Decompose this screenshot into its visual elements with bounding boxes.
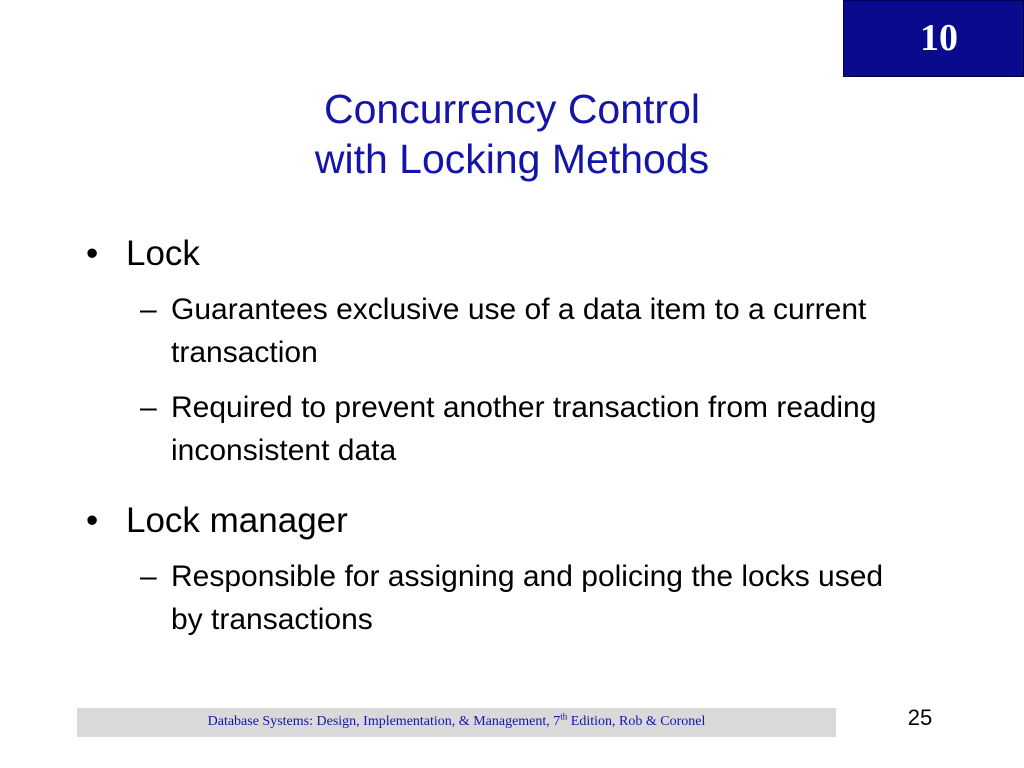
bullet-lock-manager: [86, 500, 348, 542]
chapter-number: 10: [920, 17, 958, 59]
footer-citation: [77, 713, 836, 731]
subbullet-text: Guarantees exclusive use of a data item to a current transaction: [171, 293, 867, 369]
footer-superscript: th: [560, 711, 568, 722]
chapter-badge: [843, 0, 1024, 77]
subbullet-required: [140, 386, 940, 472]
bullet-label: Lock: [126, 234, 200, 273]
bullet-marker: •: [86, 501, 99, 540]
subbullet-marker: –: [140, 391, 157, 424]
footer-text-main: Database Systems: Design, Implementation, & Management, 7: [207, 714, 561, 729]
subbullet-text: Required to prevent another transaction from reading inconsistent data: [171, 391, 877, 467]
footer-text-end: Edition, Rob & Coronel: [567, 714, 706, 729]
page-number: 25: [907, 705, 933, 730]
footer-bar: [77, 708, 836, 737]
subbullet-text: Responsible for assigning and policing the locks used by transactions: [171, 560, 884, 636]
bullet-lock: [86, 233, 200, 275]
bullet-marker: •: [86, 234, 99, 273]
subbullet-marker: –: [140, 293, 157, 326]
slide-title-line-1: Concurrency Control: [324, 86, 700, 132]
subbullet-marker: –: [140, 560, 157, 593]
subbullet-responsible: [140, 555, 940, 641]
slide-title: [150, 84, 874, 184]
bullet-label: Lock manager: [126, 501, 348, 540]
slide-title-line-2: with Locking Methods: [314, 136, 710, 182]
subbullet-guarantees: [140, 288, 940, 374]
